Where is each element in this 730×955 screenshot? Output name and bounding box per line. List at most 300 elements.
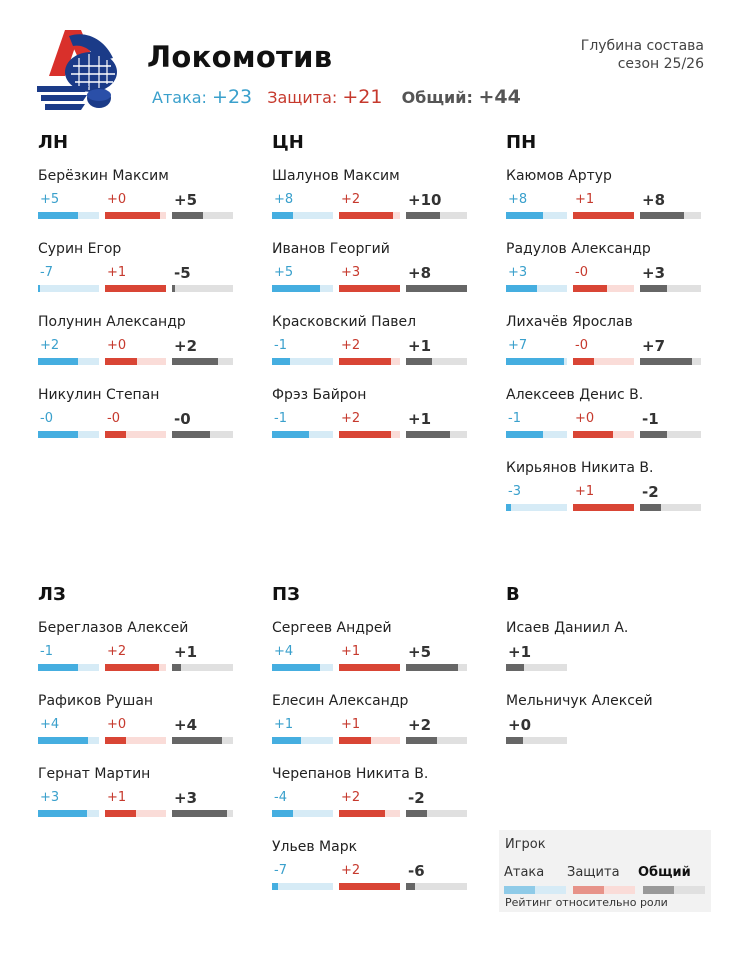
attack-bar	[506, 358, 567, 365]
attack-stat	[272, 264, 339, 292]
player-card	[38, 314, 239, 387]
overall-bar	[506, 737, 567, 744]
player-name: Елесин Александр	[272, 693, 409, 709]
overall-stat	[172, 789, 239, 817]
overall-stat	[506, 716, 573, 744]
attack-value: -7	[274, 863, 287, 878]
overall-stat	[172, 264, 239, 292]
overall-value: +2	[408, 716, 432, 734]
player-card	[506, 460, 707, 533]
attack-bar	[38, 737, 99, 744]
overall-bar	[172, 810, 233, 817]
overall-bar	[406, 285, 467, 292]
defense-stat	[339, 410, 406, 438]
defense-stat	[105, 643, 172, 671]
attack-value: +4	[40, 717, 60, 732]
overall-stat	[406, 862, 473, 890]
defense-value: +2	[341, 790, 361, 805]
defense-bar-fill	[105, 664, 159, 671]
player-stats	[506, 191, 707, 219]
section-title: ПЗ	[272, 584, 300, 605]
defense-bar-fill	[105, 358, 137, 365]
player-card	[272, 693, 473, 766]
player-card	[506, 620, 653, 693]
overall-value: -6	[408, 862, 425, 880]
player-name: Ульев Марк	[272, 839, 358, 855]
overall-bar-fill	[640, 285, 667, 292]
defense-stat	[573, 410, 640, 438]
overall-bar-fill	[640, 212, 684, 219]
defense-bar-fill	[573, 285, 607, 292]
attack-bar-fill	[38, 737, 88, 744]
overall-value: +1	[508, 643, 532, 661]
attack-stat	[38, 264, 105, 292]
overall-stat	[640, 410, 707, 438]
defense-bar	[339, 285, 400, 292]
defense-value: +1	[341, 644, 361, 659]
player-card	[272, 387, 473, 460]
section-ld	[38, 584, 239, 839]
defense-bar-fill	[105, 810, 136, 817]
overall-bar	[506, 664, 567, 671]
attack-value: +5	[40, 192, 60, 207]
player-name: Черепанов Никита В.	[272, 766, 429, 782]
overall-bar	[172, 664, 233, 671]
player-card	[272, 620, 473, 693]
attack-bar-fill	[506, 431, 543, 438]
defense-bar	[105, 664, 166, 671]
player-stats	[272, 862, 473, 890]
player-name: Гернат Мартин	[38, 766, 151, 782]
team-name: Локомотив	[147, 40, 333, 74]
defense-value: -0	[107, 411, 120, 426]
defense-stat	[339, 789, 406, 817]
defense-bar-fill	[105, 431, 126, 438]
overall-bar-fill	[406, 285, 467, 292]
player-card	[38, 241, 239, 314]
player-stats	[506, 337, 707, 365]
player-card	[506, 241, 707, 314]
player-name: Полунин Александр	[38, 314, 186, 330]
overall-bar	[172, 212, 233, 219]
defense-value: +1	[575, 484, 595, 499]
overall-bar	[406, 737, 467, 744]
defense-value: +2	[341, 192, 361, 207]
defense-stat	[339, 191, 406, 219]
attack-value: -1	[274, 411, 287, 426]
defense-value: +0	[107, 717, 127, 732]
overall-stat	[640, 337, 707, 365]
attack-value: +4	[274, 644, 294, 659]
overall-bar	[172, 431, 233, 438]
overall-stat	[172, 643, 239, 671]
defense-bar	[339, 810, 400, 817]
defense-stat	[105, 410, 172, 438]
defense-value: +1	[341, 717, 361, 732]
attack-value: +5	[274, 265, 294, 280]
overall-bar	[406, 883, 467, 890]
attack-stat	[272, 337, 339, 365]
defense-stat	[573, 264, 640, 292]
defense-stat	[573, 191, 640, 219]
defense-bar	[339, 664, 400, 671]
defense-bar-fill	[339, 883, 400, 890]
attack-bar-fill	[272, 358, 290, 365]
player-stats	[38, 716, 239, 744]
team-totals	[152, 86, 521, 108]
defense-stat	[105, 337, 172, 365]
attack-bar	[272, 358, 333, 365]
player-name: Фрэз Байрон	[272, 387, 367, 403]
player-name: Алексеев Денис В.	[506, 387, 644, 403]
attack-value: -4	[274, 790, 287, 805]
overall-bar-fill	[172, 212, 203, 219]
player-stats	[506, 483, 707, 511]
defense-bar	[573, 504, 634, 511]
subtitle: Глубина состава	[580, 38, 704, 54]
legend-defense-bar	[573, 886, 635, 894]
section-lw	[38, 132, 239, 460]
attack-bar-fill	[272, 285, 320, 292]
defense-bar	[339, 883, 400, 890]
player-stats	[272, 789, 473, 817]
defense-bar	[339, 358, 400, 365]
overall-value: +1	[408, 337, 432, 355]
overall-value: +1	[174, 643, 198, 661]
section-title: ЛН	[38, 132, 69, 153]
overall-value: +7	[642, 337, 666, 355]
player-stats	[272, 643, 473, 671]
attack-bar	[272, 883, 333, 890]
defense-bar-fill	[339, 431, 391, 438]
attack-bar	[272, 737, 333, 744]
player-name: Берёзкин Максим	[38, 168, 169, 184]
attack-bar	[38, 285, 99, 292]
attack-stat	[38, 716, 105, 744]
player-stats	[38, 264, 239, 292]
defense-bar	[573, 431, 634, 438]
overall-value: -2	[408, 789, 425, 807]
attack-bar	[272, 431, 333, 438]
attack-bar	[38, 664, 99, 671]
legend-overall-bar	[643, 886, 705, 894]
attack-value: +3	[40, 790, 60, 805]
attack-value: -7	[40, 265, 53, 280]
legend-defense: Защита	[567, 865, 620, 880]
player-name: Береглазов Алексей	[38, 620, 189, 636]
defense-stat	[339, 643, 406, 671]
player-card	[272, 241, 473, 314]
player-stats	[272, 337, 473, 365]
attack-stat	[506, 337, 573, 365]
team-logo	[35, 28, 120, 118]
defense-bar	[105, 737, 166, 744]
section-title: ЛЗ	[38, 584, 66, 605]
player-stats	[38, 789, 239, 817]
player-name: Иванов Георгий	[272, 241, 390, 257]
defense-stat	[339, 264, 406, 292]
attack-value: +7	[508, 338, 528, 353]
legend-overall: Общий	[638, 865, 691, 880]
attack-stat	[506, 410, 573, 438]
player-card	[38, 766, 239, 839]
attack-bar-fill	[38, 285, 40, 292]
player-name: Никулин Степан	[38, 387, 160, 403]
overall-value: +3	[174, 789, 198, 807]
overall-value: -0	[174, 410, 191, 428]
defense-value: +2	[341, 411, 361, 426]
player-card	[506, 314, 707, 387]
attack-bar	[506, 504, 567, 511]
legend-player: Игрок	[505, 837, 546, 852]
player-name: Шалунов Максим	[272, 168, 400, 184]
attack-bar-fill	[38, 358, 78, 365]
overall-bar	[640, 504, 701, 511]
legend-attack: Атака	[504, 865, 545, 880]
defense-stat	[339, 862, 406, 890]
overall-stat	[172, 191, 239, 219]
attack-value: -1	[40, 644, 53, 659]
attack-stat	[272, 191, 339, 219]
legend-attack-bar	[504, 886, 566, 894]
overall-value: +8	[408, 264, 432, 282]
section-c	[272, 132, 473, 460]
attack-bar	[272, 664, 333, 671]
player-card	[272, 766, 473, 839]
attack-stat	[38, 410, 105, 438]
overall-value: +1	[408, 410, 432, 428]
attack-value: -1	[274, 338, 287, 353]
attack-value: -3	[508, 484, 521, 499]
player-card	[38, 693, 239, 766]
player-name: Кирьянов Никита В.	[506, 460, 654, 476]
player-card	[506, 387, 707, 460]
defense-stat	[339, 337, 406, 365]
overall-bar	[640, 358, 701, 365]
player-stats	[38, 337, 239, 365]
player-card	[272, 314, 473, 387]
defense-bar	[105, 212, 166, 219]
player-card	[38, 620, 239, 693]
defense-value: +0	[107, 338, 127, 353]
overall-bar-fill	[172, 664, 181, 671]
player-stats	[38, 410, 239, 438]
season: сезон 25/26	[617, 56, 704, 72]
attack-value: +1	[274, 717, 294, 732]
player-name: Радулов Александр	[506, 241, 651, 257]
attack-bar	[272, 212, 333, 219]
player-card	[506, 693, 653, 766]
defense-value: -0	[575, 265, 588, 280]
defense-stat	[105, 264, 172, 292]
overall-value: +2	[174, 337, 198, 355]
defense-bar-fill	[339, 810, 385, 817]
defense-value: +0	[107, 192, 127, 207]
attack-stat	[272, 862, 339, 890]
overall-bar	[406, 431, 467, 438]
attack-bar-fill	[506, 358, 564, 365]
defense-value: +2	[341, 338, 361, 353]
overall-bar-fill	[506, 664, 524, 671]
overall-stat	[406, 337, 473, 365]
defense-bar	[105, 358, 166, 365]
defense-value: +2	[107, 644, 127, 659]
player-card	[272, 168, 473, 241]
player-stats	[272, 410, 473, 438]
section-title: ЦН	[272, 132, 304, 153]
overall-value: +0	[508, 716, 532, 734]
overall-bar-fill	[406, 737, 437, 744]
overall-value: +10	[408, 191, 442, 209]
attack-value: +8	[274, 192, 294, 207]
defense-bar-fill	[573, 431, 613, 438]
defense-bar-fill	[339, 212, 393, 219]
defense-bar	[105, 810, 166, 817]
overall-bar	[406, 212, 467, 219]
section-g	[506, 584, 653, 766]
defense-bar-fill	[339, 664, 400, 671]
attack-stat	[272, 716, 339, 744]
attack-value: +3	[508, 265, 528, 280]
overall-stat	[172, 410, 239, 438]
overall-bar	[640, 431, 701, 438]
defense-bar	[573, 212, 634, 219]
overall-bar	[172, 358, 233, 365]
defense-stat	[105, 191, 172, 219]
attack-bar-fill	[272, 664, 320, 671]
section-title: В	[506, 584, 520, 605]
overall-bar	[406, 664, 467, 671]
defense-bar-fill	[339, 737, 371, 744]
attack-bar	[506, 285, 567, 292]
attack-stat	[506, 264, 573, 292]
attack-bar	[506, 431, 567, 438]
overall-value: -1	[642, 410, 659, 428]
attack-stat	[272, 643, 339, 671]
overall-bar-fill	[406, 883, 415, 890]
overall-bar-fill	[406, 664, 458, 671]
player-name: Исаев Даниил А.	[506, 620, 629, 636]
player-stats	[506, 643, 653, 671]
defense-value: +1	[107, 790, 127, 805]
player-stats	[506, 716, 653, 744]
attack-bar-fill	[506, 285, 537, 292]
overall-stat	[506, 643, 573, 671]
defense-bar-fill	[573, 212, 634, 219]
attack-bar	[38, 810, 99, 817]
overall-bar-fill	[406, 810, 427, 817]
overall-stat	[406, 716, 473, 744]
defense-bar	[573, 285, 634, 292]
overall-stat	[640, 483, 707, 511]
player-name: Лихачёв Ярослав	[506, 314, 633, 330]
overall-value: +8	[642, 191, 666, 209]
overall-bar	[406, 358, 467, 365]
player-stats	[38, 191, 239, 219]
overall-bar-fill	[406, 431, 450, 438]
attack-stat	[38, 337, 105, 365]
player-stats	[272, 716, 473, 744]
player-stats	[506, 264, 707, 292]
overall-stat	[640, 264, 707, 292]
overall-value: +5	[174, 191, 198, 209]
defense-value: +2	[341, 863, 361, 878]
player-name: Рафиков Рушан	[38, 693, 154, 709]
overall-bar-fill	[172, 358, 218, 365]
player-name: Мельничук Алексей	[506, 693, 653, 709]
overall-value: +5	[408, 643, 432, 661]
defense-stat	[573, 483, 640, 511]
overall-value: -2	[642, 483, 659, 501]
defense-value: +1	[107, 265, 127, 280]
attack-stat	[506, 483, 573, 511]
overall-stat	[406, 789, 473, 817]
player-card	[38, 387, 239, 460]
attack-bar-fill	[272, 212, 293, 219]
player-name: Красковский Павел	[272, 314, 417, 330]
attack-stat	[38, 789, 105, 817]
player-name: Каюмов Артур	[506, 168, 612, 184]
attack-value: +8	[508, 192, 528, 207]
defense-bar	[339, 431, 400, 438]
overall-stat	[406, 643, 473, 671]
section-title: ПН	[506, 132, 537, 153]
section-rd	[272, 584, 473, 912]
defense-value: +0	[575, 411, 595, 426]
overall-stat	[172, 716, 239, 744]
overall-bar-fill	[406, 358, 432, 365]
defense-bar	[105, 431, 166, 438]
attack-value: +2	[40, 338, 60, 353]
overall-total: Общий: +44	[401, 86, 521, 108]
player-name: Сергеев Андрей	[272, 620, 392, 636]
defense-stat	[105, 789, 172, 817]
attack-bar-fill	[272, 431, 309, 438]
player-stats	[272, 264, 473, 292]
defense-bar	[105, 285, 166, 292]
attack-stat	[506, 191, 573, 219]
attack-stat	[272, 789, 339, 817]
attack-bar-fill	[38, 212, 78, 219]
defense-total: Защита: +21	[267, 86, 383, 108]
overall-bar	[172, 285, 233, 292]
overall-bar-fill	[640, 431, 667, 438]
attack-value: -1	[508, 411, 521, 426]
player-name: Сурин Егор	[38, 241, 122, 257]
defense-value: -0	[575, 338, 588, 353]
attack-bar-fill	[38, 431, 78, 438]
defense-bar-fill	[339, 285, 400, 292]
legend-note: Рейтинг относительно роли	[505, 896, 668, 909]
overall-bar	[640, 212, 701, 219]
overall-stat	[640, 191, 707, 219]
overall-stat	[406, 264, 473, 292]
attack-value: -0	[40, 411, 53, 426]
defense-stat	[105, 716, 172, 744]
overall-value: +3	[642, 264, 666, 282]
player-stats	[38, 643, 239, 671]
player-card	[272, 839, 473, 912]
overall-bar-fill	[406, 212, 440, 219]
overall-bar-fill	[640, 358, 692, 365]
overall-bar-fill	[506, 737, 523, 744]
attack-bar-fill	[38, 664, 78, 671]
defense-bar-fill	[105, 737, 126, 744]
attack-stat	[38, 191, 105, 219]
defense-bar-fill	[105, 285, 166, 292]
attack-bar	[38, 212, 99, 219]
section-rw	[506, 132, 707, 533]
